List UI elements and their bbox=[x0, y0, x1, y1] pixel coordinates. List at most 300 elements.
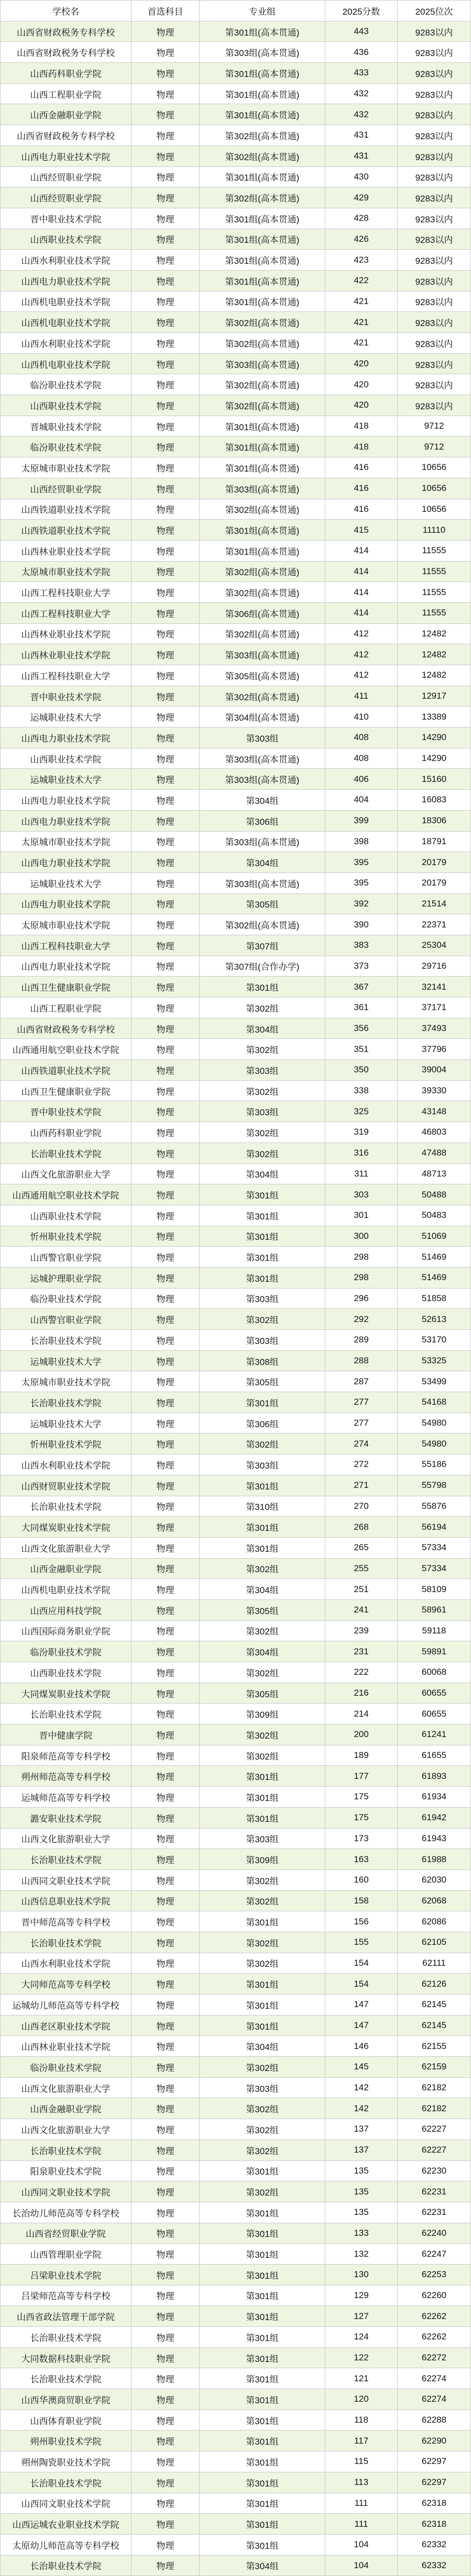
cell-preferred-subject: 物理 bbox=[132, 395, 200, 416]
cell-school-name: 山西国际商务职业学院 bbox=[1, 1620, 132, 1641]
cell-preferred-subject: 物理 bbox=[132, 2534, 200, 2555]
cell-school-name: 山西省财政税务专科学校 bbox=[1, 125, 132, 146]
cell-preferred-subject: 物理 bbox=[132, 1330, 200, 1351]
cell-major-group: 第303组(高本贯通) bbox=[200, 831, 325, 852]
table-row bbox=[1, 83, 471, 104]
cell-preferred-subject: 物理 bbox=[132, 2493, 200, 2514]
cell-rank: 62262 bbox=[398, 2306, 471, 2327]
cell-major-group: 第301组 bbox=[200, 2514, 325, 2535]
cell-score: 288 bbox=[325, 1350, 398, 1371]
cell-rank: 60068 bbox=[398, 1662, 471, 1683]
cell-rank: 25304 bbox=[398, 935, 471, 956]
cell-preferred-subject: 物理 bbox=[132, 582, 200, 603]
cell-rank: 37796 bbox=[398, 1039, 471, 1060]
cell-rank: 16083 bbox=[398, 790, 471, 811]
cell-score: 271 bbox=[325, 1475, 398, 1496]
cell-preferred-subject: 物理 bbox=[132, 520, 200, 541]
table-row bbox=[1, 395, 471, 416]
cell-major-group: 第302组(高本贯通) bbox=[200, 499, 325, 520]
cell-rank: 62182 bbox=[398, 2077, 471, 2098]
cell-major-group: 第303组 bbox=[200, 1101, 325, 1122]
cell-preferred-subject: 物理 bbox=[132, 893, 200, 914]
cell-school-name: 太原城市职业技术学院 bbox=[1, 831, 132, 852]
cell-school-name: 运城职业技术大学 bbox=[1, 1413, 132, 1433]
table-row bbox=[1, 2077, 471, 2098]
table-row bbox=[1, 2057, 471, 2078]
cell-school-name: 山西林业职业技术学院 bbox=[1, 2036, 132, 2057]
cell-score: 147 bbox=[325, 2015, 398, 2036]
cell-school-name: 长治职业技术学院 bbox=[1, 1496, 132, 1517]
cell-major-group: 第302组 bbox=[200, 1039, 325, 1060]
cell-rank: 62262 bbox=[398, 2327, 471, 2348]
table-row bbox=[1, 1599, 471, 1620]
cell-major-group: 第304组 bbox=[200, 852, 325, 873]
cell-school-name: 山西警官职业学院 bbox=[1, 1247, 132, 1268]
cell-preferred-subject: 物理 bbox=[132, 1766, 200, 1787]
table-row bbox=[1, 1620, 471, 1641]
cell-rank: 11555 bbox=[398, 602, 471, 623]
cell-preferred-subject: 物理 bbox=[132, 104, 200, 125]
cell-rank: 56194 bbox=[398, 1517, 471, 1538]
cell-score: 361 bbox=[325, 998, 398, 1018]
cell-score: 373 bbox=[325, 956, 398, 977]
cell-score: 431 bbox=[325, 125, 398, 146]
cell-score: 104 bbox=[325, 2555, 398, 2576]
cell-preferred-subject: 物理 bbox=[132, 2347, 200, 2368]
cell-score: 113 bbox=[325, 2472, 398, 2493]
cell-rank: 62155 bbox=[398, 2036, 471, 2057]
cell-score: 298 bbox=[325, 1247, 398, 1268]
cell-rank: 9283以内 bbox=[398, 187, 471, 208]
cell-score: 239 bbox=[325, 1620, 398, 1641]
cell-preferred-subject: 物理 bbox=[132, 998, 200, 1018]
table-row bbox=[1, 416, 471, 436]
cell-school-name: 长治职业技术学院 bbox=[1, 1143, 132, 1163]
cell-rank: 59891 bbox=[398, 1641, 471, 1662]
cell-score: 423 bbox=[325, 250, 398, 271]
cell-score: 356 bbox=[325, 1018, 398, 1039]
table-row bbox=[1, 520, 471, 541]
cell-school-name: 山西职业技术学院 bbox=[1, 395, 132, 416]
cell-major-group: 第302组 bbox=[200, 1869, 325, 1890]
table-row bbox=[1, 872, 471, 893]
cell-rank: 60655 bbox=[398, 1683, 471, 1704]
cell-school-name: 山西经贸职业学院 bbox=[1, 166, 132, 187]
cell-score: 135 bbox=[325, 2181, 398, 2202]
table-row bbox=[1, 748, 471, 769]
cell-score: 158 bbox=[325, 1890, 398, 1911]
table-row bbox=[1, 1080, 471, 1101]
cell-school-name: 长治职业技术学院 bbox=[1, 1849, 132, 1870]
cell-major-group: 第301组 bbox=[200, 1226, 325, 1247]
cell-score: 433 bbox=[325, 63, 398, 84]
cell-rank: 61943 bbox=[398, 1828, 471, 1849]
table-row bbox=[1, 1766, 471, 1787]
cell-rank: 18306 bbox=[398, 810, 471, 831]
cell-score: 175 bbox=[325, 1807, 398, 1828]
cell-preferred-subject: 物理 bbox=[132, 748, 200, 769]
cell-major-group: 第306组(高本贯通) bbox=[200, 602, 325, 623]
table-row bbox=[1, 1683, 471, 1704]
cell-school-name: 长治职业技术学院 bbox=[1, 2368, 132, 2389]
table-row bbox=[1, 1454, 471, 1475]
cell-preferred-subject: 物理 bbox=[132, 2015, 200, 2036]
cell-score: 416 bbox=[325, 457, 398, 478]
cell-major-group: 第302组 bbox=[200, 1953, 325, 1974]
cell-rank: 61655 bbox=[398, 1745, 471, 1766]
cell-rank: 37171 bbox=[398, 998, 471, 1018]
cell-major-group: 第302组 bbox=[200, 1662, 325, 1683]
cell-rank: 62332 bbox=[398, 2534, 471, 2555]
cell-score: 426 bbox=[325, 229, 398, 250]
cell-rank: 62332 bbox=[398, 2555, 471, 2576]
cell-score: 189 bbox=[325, 1745, 398, 1766]
table-row bbox=[1, 1163, 471, 1184]
cell-major-group: 第302组 bbox=[200, 2057, 325, 2078]
cell-rank: 62231 bbox=[398, 2181, 471, 2202]
cell-score: 135 bbox=[325, 2160, 398, 2181]
cell-preferred-subject: 物理 bbox=[132, 810, 200, 831]
cell-preferred-subject: 物理 bbox=[132, 1433, 200, 1454]
cell-score: 298 bbox=[325, 1267, 398, 1288]
cell-rank: 62145 bbox=[398, 1995, 471, 2015]
table-header bbox=[1, 1, 471, 21]
cell-preferred-subject: 物理 bbox=[132, 707, 200, 727]
cell-score: 173 bbox=[325, 1828, 398, 1849]
cell-major-group: 第301组(高本贯通) bbox=[200, 104, 325, 125]
cell-school-name: 长治职业技术学院 bbox=[1, 1330, 132, 1351]
cell-school-name: 山西水利职业技术学院 bbox=[1, 333, 132, 354]
cell-rank: 12917 bbox=[398, 686, 471, 707]
cell-rank: 11555 bbox=[398, 540, 471, 561]
cell-school-name: 山西华澳商贸职业学院 bbox=[1, 2389, 132, 2410]
cell-score: 431 bbox=[325, 145, 398, 166]
cell-rank: 62159 bbox=[398, 2057, 471, 2078]
cell-score: 214 bbox=[325, 1704, 398, 1724]
cell-rank: 18791 bbox=[398, 831, 471, 852]
cell-school-name: 山西信息职业技术学院 bbox=[1, 1890, 132, 1911]
table-row bbox=[1, 644, 471, 665]
table-row bbox=[1, 478, 471, 499]
cell-major-group: 第301组(高本贯通) bbox=[200, 416, 325, 436]
cell-rank: 51469 bbox=[398, 1267, 471, 1288]
cell-major-group: 第303组(高本贯通) bbox=[200, 478, 325, 499]
cell-preferred-subject: 物理 bbox=[132, 83, 200, 104]
cell-rank: 62230 bbox=[398, 2160, 471, 2181]
cell-school-name: 山西文化旅游职业大学 bbox=[1, 2077, 132, 2098]
cell-rank: 47488 bbox=[398, 1143, 471, 1163]
cell-school-name: 大同煤炭职业技术学院 bbox=[1, 1683, 132, 1704]
cell-score: 395 bbox=[325, 872, 398, 893]
cell-rank: 9283以内 bbox=[398, 125, 471, 146]
cell-school-name: 山西电力职业技术学院 bbox=[1, 956, 132, 977]
cell-score: 160 bbox=[325, 1869, 398, 1890]
table-row bbox=[1, 1371, 471, 1392]
cell-school-name: 山西电力职业技术学院 bbox=[1, 790, 132, 811]
table-row bbox=[1, 2285, 471, 2306]
cell-score: 383 bbox=[325, 935, 398, 956]
cell-rank: 46803 bbox=[398, 1122, 471, 1143]
cell-score: 231 bbox=[325, 1641, 398, 1662]
cell-major-group: 第305组(高本贯通) bbox=[200, 665, 325, 686]
cell-rank: 51069 bbox=[398, 1226, 471, 1247]
cell-school-name: 山西省财政税务专科学校 bbox=[1, 21, 132, 42]
cell-major-group: 第301组 bbox=[200, 2202, 325, 2223]
cell-school-name: 山西工程职业学院 bbox=[1, 998, 132, 1018]
header-row bbox=[1, 1, 471, 21]
cell-preferred-subject: 物理 bbox=[132, 2431, 200, 2451]
cell-preferred-subject: 物理 bbox=[132, 2057, 200, 2078]
cell-score: 351 bbox=[325, 1039, 398, 1060]
cell-preferred-subject: 物理 bbox=[132, 1517, 200, 1538]
cell-school-name: 山西机电职业技术学院 bbox=[1, 291, 132, 312]
cell-preferred-subject: 物理 bbox=[132, 1413, 200, 1433]
cell-score: 287 bbox=[325, 1371, 398, 1392]
cell-score: 104 bbox=[325, 2534, 398, 2555]
cell-score: 120 bbox=[325, 2389, 398, 2410]
cell-rank: 57334 bbox=[398, 1537, 471, 1558]
cell-rank: 53170 bbox=[398, 1330, 471, 1351]
cell-score: 421 bbox=[325, 312, 398, 333]
cell-rank: 37493 bbox=[398, 1018, 471, 1039]
table-row bbox=[1, 1869, 471, 1890]
cell-major-group: 第301组 bbox=[200, 2327, 325, 2348]
cell-preferred-subject: 物理 bbox=[132, 1807, 200, 1828]
cell-rank: 60655 bbox=[398, 1704, 471, 1724]
cell-score: 415 bbox=[325, 520, 398, 541]
cell-school-name: 山西体育职业学院 bbox=[1, 2410, 132, 2431]
cell-school-name: 运城职业技术大学 bbox=[1, 1350, 132, 1371]
cell-score: 418 bbox=[325, 436, 398, 457]
cell-school-name: 长治职业技术学院 bbox=[1, 2327, 132, 2348]
cell-major-group: 第303组 bbox=[200, 1828, 325, 1849]
cell-preferred-subject: 物理 bbox=[132, 125, 200, 146]
cell-score: 311 bbox=[325, 1163, 398, 1184]
cell-school-name: 阳泉师范高等专科学校 bbox=[1, 1745, 132, 1766]
cell-preferred-subject: 物理 bbox=[132, 1267, 200, 1288]
table-row bbox=[1, 21, 471, 42]
table-row bbox=[1, 1828, 471, 1849]
cell-score: 319 bbox=[325, 1122, 398, 1143]
cell-rank: 55186 bbox=[398, 1454, 471, 1475]
cell-score: 241 bbox=[325, 1599, 398, 1620]
cell-school-name: 山西同文职业技术学院 bbox=[1, 1869, 132, 1890]
cell-preferred-subject: 物理 bbox=[132, 872, 200, 893]
table-row bbox=[1, 1226, 471, 1247]
cell-score: 412 bbox=[325, 644, 398, 665]
cell-preferred-subject: 物理 bbox=[132, 1704, 200, 1724]
cell-major-group: 第306组 bbox=[200, 1413, 325, 1433]
cell-major-group: 第305组 bbox=[200, 893, 325, 914]
table-row bbox=[1, 2160, 471, 2181]
cell-rank: 9283以内 bbox=[398, 333, 471, 354]
cell-rank: 12482 bbox=[398, 644, 471, 665]
cell-preferred-subject: 物理 bbox=[132, 935, 200, 956]
cell-school-name: 吕梁职业技术学院 bbox=[1, 2264, 132, 2285]
cell-school-name: 山西工程科技职业大学 bbox=[1, 665, 132, 686]
cell-major-group: 第304组 bbox=[200, 1163, 325, 1184]
cell-school-name: 山西文化旅游职业大学 bbox=[1, 1163, 132, 1184]
cell-score: 132 bbox=[325, 2244, 398, 2265]
table-row bbox=[1, 2534, 471, 2555]
table-body bbox=[1, 21, 471, 2576]
cell-preferred-subject: 物理 bbox=[132, 2077, 200, 2098]
cell-preferred-subject: 物理 bbox=[132, 1974, 200, 1995]
cell-score: 300 bbox=[325, 1226, 398, 1247]
cell-school-name: 晋中职业技术学院 bbox=[1, 1101, 132, 1122]
table-row bbox=[1, 2264, 471, 2285]
table-row bbox=[1, 2389, 471, 2410]
table-row bbox=[1, 998, 471, 1018]
cell-major-group: 第302组 bbox=[200, 1309, 325, 1330]
cell-score: 412 bbox=[325, 665, 398, 686]
cell-preferred-subject: 物理 bbox=[132, 1662, 200, 1683]
cell-major-group: 第301组 bbox=[200, 1517, 325, 1538]
cell-preferred-subject: 物理 bbox=[132, 2181, 200, 2202]
cell-major-group: 第301组 bbox=[200, 2306, 325, 2327]
cell-school-name: 山西电力职业技术学院 bbox=[1, 893, 132, 914]
cell-rank: 21514 bbox=[398, 893, 471, 914]
cell-score: 115 bbox=[325, 2451, 398, 2472]
cell-school-name: 太原城市职业技术学院 bbox=[1, 457, 132, 478]
cell-school-name: 临汾职业技术学院 bbox=[1, 374, 132, 395]
cell-preferred-subject: 物理 bbox=[132, 1890, 200, 1911]
cell-preferred-subject: 物理 bbox=[132, 1995, 200, 2015]
cell-school-name: 山西省财政税务专科学校 bbox=[1, 1018, 132, 1039]
cell-school-name: 山西工程科技职业大学 bbox=[1, 935, 132, 956]
cell-major-group: 第302组 bbox=[200, 1745, 325, 1766]
cell-school-name: 长治幼儿师范高等专科学校 bbox=[1, 2202, 132, 2223]
cell-score: 142 bbox=[325, 2098, 398, 2119]
cell-school-name: 山西机电职业技术学院 bbox=[1, 1579, 132, 1600]
table-row bbox=[1, 2451, 471, 2472]
table-row bbox=[1, 1579, 471, 1600]
table-row bbox=[1, 1704, 471, 1724]
cell-major-group: 第301组 bbox=[200, 2493, 325, 2514]
cell-score: 129 bbox=[325, 2285, 398, 2306]
cell-school-name: 山西铁道职业技术学院 bbox=[1, 520, 132, 541]
cell-preferred-subject: 物理 bbox=[132, 1579, 200, 1600]
table-row bbox=[1, 2410, 471, 2431]
cell-school-name: 晋中健康学院 bbox=[1, 1724, 132, 1745]
cell-rank: 62231 bbox=[398, 2202, 471, 2223]
cell-school-name: 山西同文职业技术学院 bbox=[1, 2181, 132, 2202]
cell-preferred-subject: 物理 bbox=[132, 2285, 200, 2306]
cell-rank: 9283以内 bbox=[398, 374, 471, 395]
cell-score: 367 bbox=[325, 977, 398, 998]
cell-rank: 51469 bbox=[398, 1247, 471, 1268]
cell-score: 289 bbox=[325, 1330, 398, 1351]
table-row bbox=[1, 2098, 471, 2119]
cell-score: 404 bbox=[325, 790, 398, 811]
cell-school-name: 长治职业技术学院 bbox=[1, 1392, 132, 1413]
cell-score: 432 bbox=[325, 83, 398, 104]
table-row bbox=[1, 436, 471, 457]
cell-preferred-subject: 物理 bbox=[132, 2223, 200, 2244]
cell-major-group: 第301组 bbox=[200, 2244, 325, 2265]
cell-rank: 61893 bbox=[398, 1766, 471, 1787]
cell-rank: 9283以内 bbox=[398, 395, 471, 416]
table-row bbox=[1, 852, 471, 873]
cell-score: 412 bbox=[325, 623, 398, 644]
cell-school-name: 山西药科职业学院 bbox=[1, 1122, 132, 1143]
cell-major-group: 第301组 bbox=[200, 977, 325, 998]
cell-score: 147 bbox=[325, 1995, 398, 2015]
cell-school-name: 山西水利职业技术学院 bbox=[1, 1454, 132, 1475]
cell-score: 398 bbox=[325, 831, 398, 852]
cell-major-group: 第307组 bbox=[200, 935, 325, 956]
cell-preferred-subject: 物理 bbox=[132, 1558, 200, 1579]
cell-preferred-subject: 物理 bbox=[132, 1350, 200, 1371]
cell-preferred-subject: 物理 bbox=[132, 790, 200, 811]
cell-rank: 61988 bbox=[398, 1849, 471, 1870]
cell-major-group: 第302组 bbox=[200, 1932, 325, 1953]
cell-rank: 9283以内 bbox=[398, 21, 471, 42]
cell-score: 154 bbox=[325, 1974, 398, 1995]
cell-major-group: 第303组(高本贯通) bbox=[200, 769, 325, 790]
cell-school-name: 山西文化旅游职业大学 bbox=[1, 1537, 132, 1558]
cell-preferred-subject: 物理 bbox=[132, 2368, 200, 2389]
cell-score: 127 bbox=[325, 2306, 398, 2327]
cell-preferred-subject: 物理 bbox=[132, 270, 200, 291]
cell-major-group: 第301组 bbox=[200, 2285, 325, 2306]
cell-major-group: 第304组 bbox=[200, 790, 325, 811]
cell-major-group: 第301组(高本贯通) bbox=[200, 520, 325, 541]
cell-school-name: 山西工程科技职业大学 bbox=[1, 582, 132, 603]
cell-preferred-subject: 物理 bbox=[132, 1392, 200, 1413]
cell-major-group: 第303组 bbox=[200, 1330, 325, 1351]
cell-preferred-subject: 物理 bbox=[132, 2555, 200, 2576]
table-row bbox=[1, 312, 471, 333]
cell-preferred-subject: 物理 bbox=[132, 1641, 200, 1662]
cell-score: 222 bbox=[325, 1662, 398, 1683]
cell-score: 175 bbox=[325, 1787, 398, 1808]
cell-school-name: 山西老区职业技术学院 bbox=[1, 2015, 132, 2036]
cell-major-group: 第308组 bbox=[200, 1350, 325, 1371]
cell-major-group: 第301组(高本贯通) bbox=[200, 291, 325, 312]
cell-score: 277 bbox=[325, 1413, 398, 1433]
cell-school-name: 山西职业技术学院 bbox=[1, 748, 132, 769]
cell-score: 292 bbox=[325, 1309, 398, 1330]
table-row bbox=[1, 2244, 471, 2265]
cell-major-group: 第301组 bbox=[200, 1974, 325, 1995]
cell-school-name: 山西经贸职业学院 bbox=[1, 478, 132, 499]
table-row bbox=[1, 2514, 471, 2535]
cell-major-group: 第303组 bbox=[200, 1288, 325, 1309]
table-row bbox=[1, 2036, 471, 2057]
table-row bbox=[1, 374, 471, 395]
table-row bbox=[1, 831, 471, 852]
cell-rank: 61241 bbox=[398, 1724, 471, 1745]
cell-school-name: 山西金融职业学院 bbox=[1, 1558, 132, 1579]
table-row bbox=[1, 1433, 471, 1454]
cell-rank: 11555 bbox=[398, 582, 471, 603]
cell-preferred-subject: 物理 bbox=[132, 1849, 200, 1870]
cell-major-group: 第309组 bbox=[200, 1849, 325, 1870]
table-row bbox=[1, 2202, 471, 2223]
cell-school-name: 大同数据科技职业学院 bbox=[1, 2347, 132, 2368]
cell-preferred-subject: 物理 bbox=[132, 2036, 200, 2057]
cell-rank: 62111 bbox=[398, 1953, 471, 1974]
cell-preferred-subject: 物理 bbox=[132, 42, 200, 63]
cell-score: 430 bbox=[325, 166, 398, 187]
cell-rank: 62030 bbox=[398, 1869, 471, 1890]
cell-major-group: 第302组(高本贯通) bbox=[200, 187, 325, 208]
cell-school-name: 大同师范高等专科学校 bbox=[1, 1974, 132, 1995]
table-row bbox=[1, 145, 471, 166]
cell-major-group: 第301组 bbox=[200, 1807, 325, 1828]
cell-rank: 58109 bbox=[398, 1579, 471, 1600]
